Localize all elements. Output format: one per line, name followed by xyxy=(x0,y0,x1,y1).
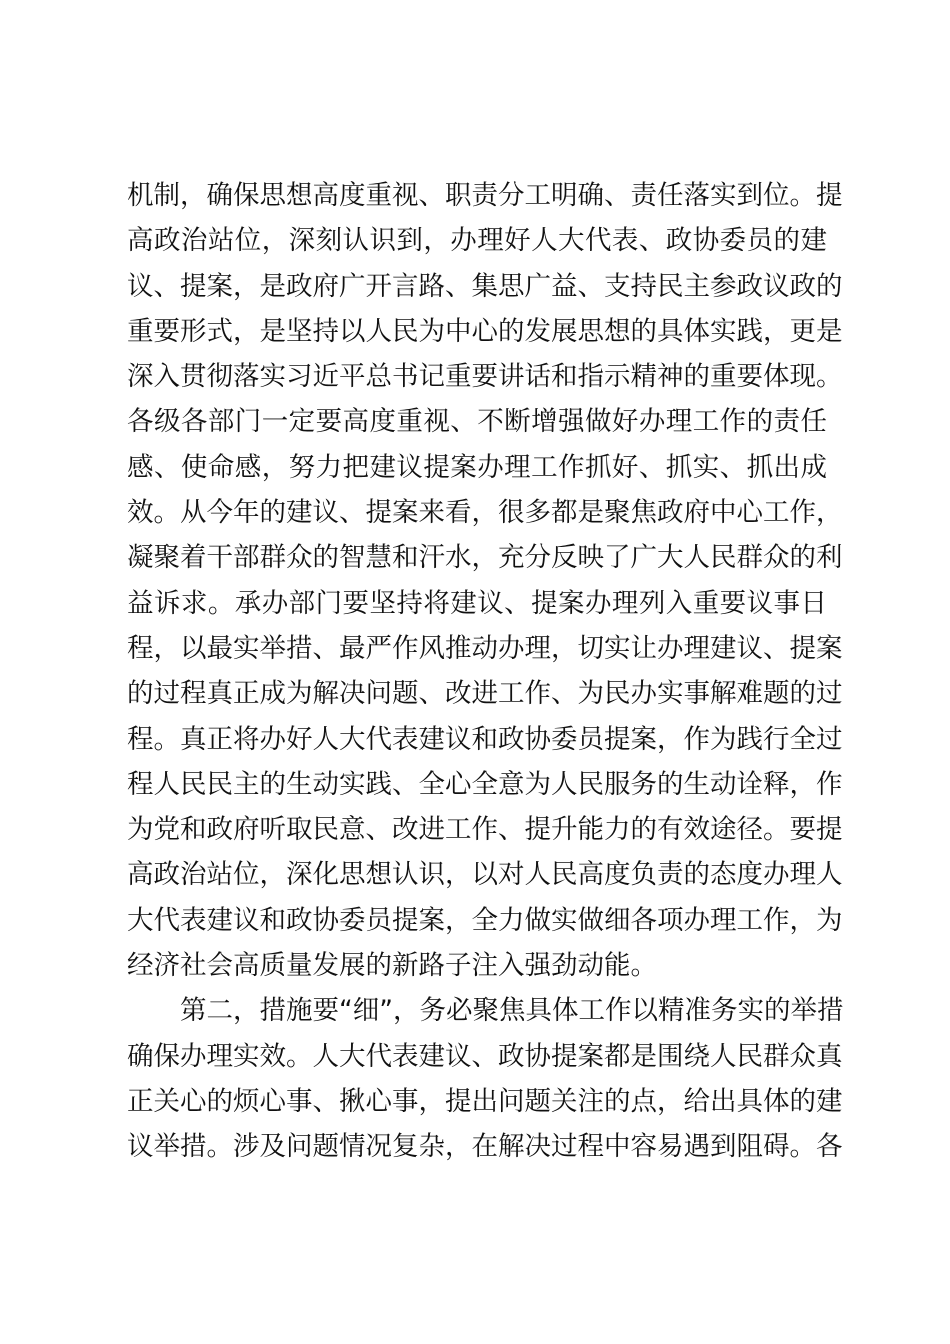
text-line: 深入贯彻落实习近平总书记重要讲话和指示精神的重要体现。 xyxy=(127,361,843,393)
body-text xyxy=(127,173,844,1170)
text-line: 第二，措施要“细”，务必聚焦具体工作以精准务实的举措 xyxy=(180,995,844,1027)
text-line: 高政治站位，深刻认识到，办理好人大代表、政协委员的建 xyxy=(127,225,827,257)
text-line: 程人民民主的生动实践、全心全意为人民服务的生动诠释，作 xyxy=(127,768,843,800)
paragraph-1 xyxy=(127,173,843,988)
text-line: 高政治站位，深化思想认识，以对人民高度负责的态度办理人 xyxy=(127,859,843,891)
text-line: 议举措。涉及问题情况复杂，在解决过程中容易遇到阻碍。各 xyxy=(127,1131,843,1163)
text-line: 感、使命感，努力把建议提案办理工作抓好、抓实、抓出成 xyxy=(127,451,827,483)
text-line: 经济社会高质量发展的新路子注入强劲动能。 xyxy=(127,950,657,982)
text-line: 重要形式，是坚持以人民为中心的发展思想的具体实践，更是 xyxy=(127,315,843,347)
text-line: 大代表建议和政协委员提案，全力做实做细各项办理工作，为 xyxy=(127,904,843,936)
text-line: 程。真正将办好人大代表建议和政协委员提案，作为践行全过 xyxy=(127,723,843,755)
paragraph-2 xyxy=(127,988,844,1169)
text-line: 程，以最实举措、最严作风推动办理，切实让办理建议、提案 xyxy=(127,632,843,664)
text-line: 益诉求。承办部门要坚持将建议、提案办理列入重要议事日 xyxy=(127,587,827,619)
text-line: 凝聚着干部群众的智慧和汗水，充分反映了广大人民群众的利 xyxy=(127,542,843,574)
text-line: 为党和政府听取民意、改进工作、提升能力的有效途径。要提 xyxy=(127,814,843,846)
text-line: 机制，确保思想高度重视、职责分工明确、责任落实到位。提 xyxy=(127,180,843,211)
text-line: 效。从今年的建议、提案来看，很多都是聚焦政府中心工作， xyxy=(127,497,843,529)
text-line: 的过程真正成为解决问题、改进工作、为民办实事解难题的过 xyxy=(127,678,843,710)
text-line: 议、提案，是政府广开言路、集思广益、支持民主参政议政的 xyxy=(127,270,843,302)
text-line: 各级各部门一定要高度重视、不断增强做好办理工作的责任 xyxy=(127,406,827,438)
text-line: 正关心的烦心事、揪心事，提出问题关注的点，给出具体的建 xyxy=(127,1085,843,1117)
text-line: 确保办理实效。人大代表建议、政协提案都是围绕人民群众真 xyxy=(127,1040,843,1072)
